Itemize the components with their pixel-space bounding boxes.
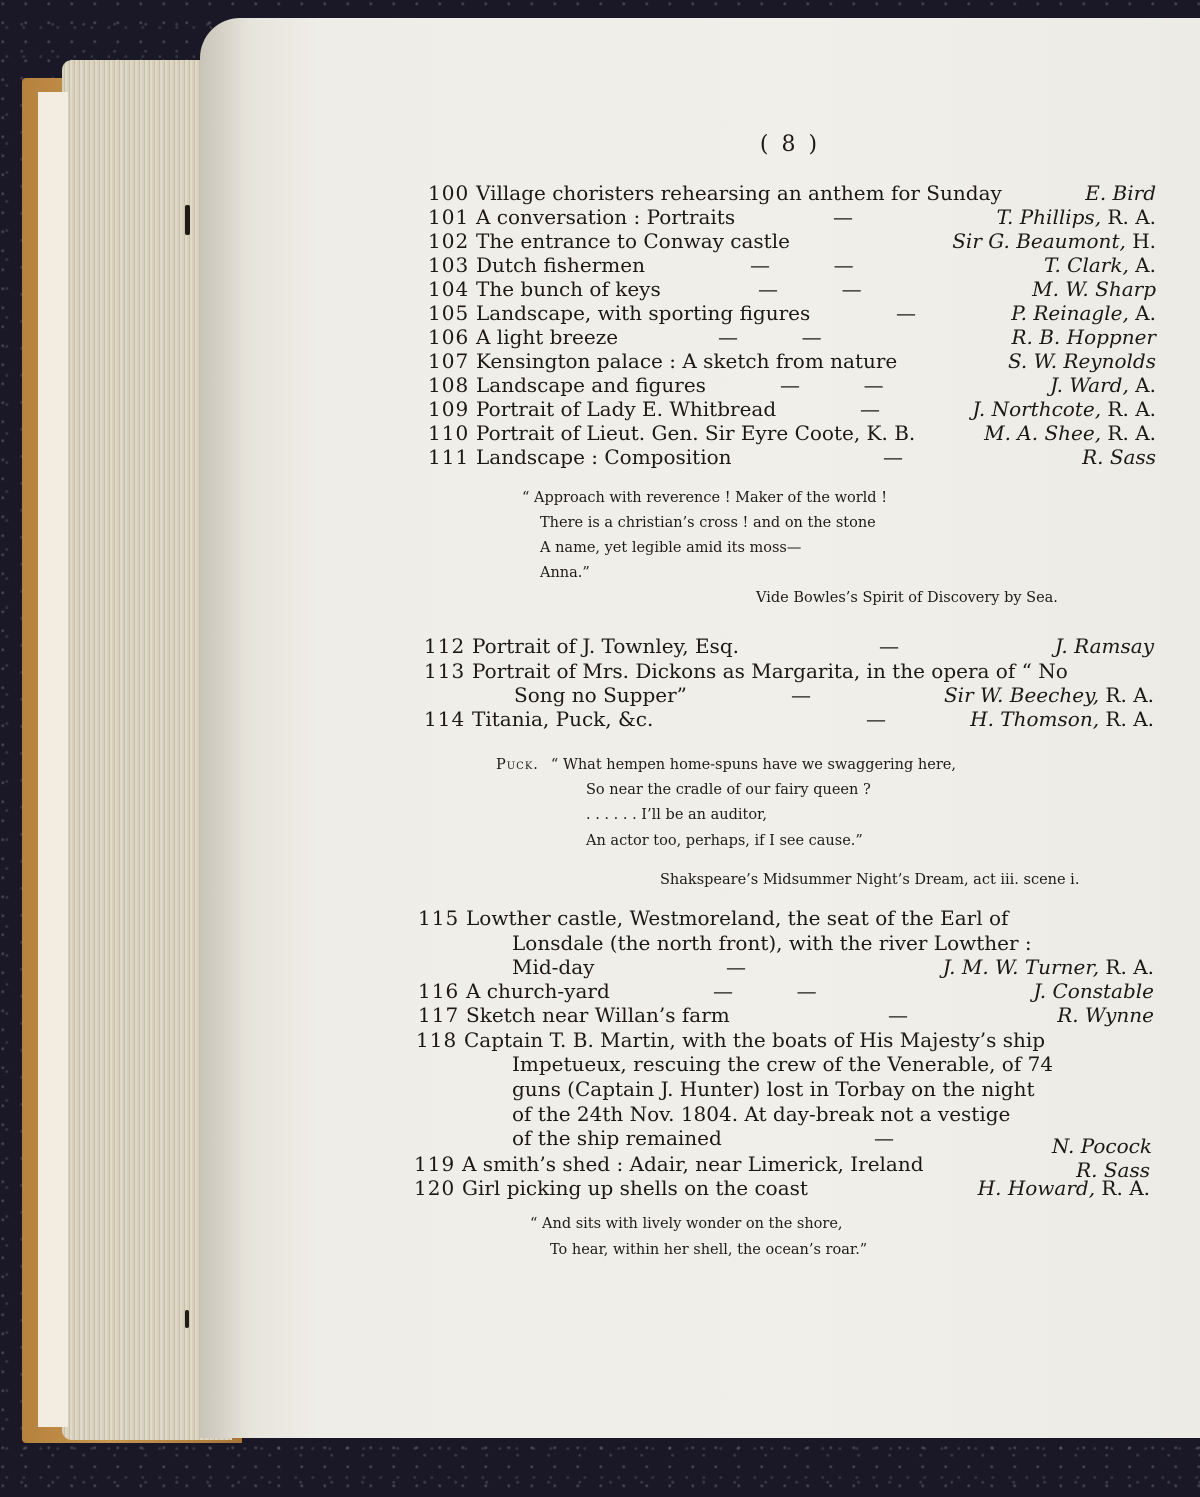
quote-source: Shakspeare’s Midsummer Night’s Dream, act iii. scene i.: [660, 872, 1080, 888]
entry-dash: —: [860, 397, 880, 421]
entry-number: 106: [428, 325, 470, 349]
entry-number: 111: [428, 445, 470, 469]
entry-dash: —: [866, 707, 886, 731]
entry-row: [428, 421, 1156, 447]
entry-artist: N. Pocock: [1051, 1134, 1152, 1158]
entry-number: 101: [428, 205, 470, 229]
entry-title: The entrance to Conway castle: [476, 229, 790, 253]
gutter-mark: [185, 205, 190, 235]
entry-artist: R. Sass: [1082, 445, 1156, 469]
entry-title: Captain T. B. Martin, with the boats of His Majesty’s ship: [464, 1028, 1046, 1052]
entry-number: 117: [418, 1003, 460, 1027]
entry-number: 119: [414, 1152, 456, 1176]
quote-source: Vide Bowles’s Spirit of Discovery by Sea.: [756, 590, 1058, 606]
entry-row: [416, 1028, 1152, 1054]
entry-number: 102: [428, 229, 470, 253]
entry-artist: Sir G. Beaumont, H.: [952, 229, 1156, 253]
entry-row: [428, 277, 1156, 303]
quote-line: Anna.”: [540, 565, 590, 581]
entry-title: Landscape and figures: [476, 373, 706, 397]
entry-dash: —: [833, 205, 853, 229]
entry-number: 118: [416, 1028, 458, 1052]
entry-artist: R. B. Hoppner: [1011, 325, 1156, 349]
entry-title: Portrait of Lieut. Gen. Sir Eyre Coote, K. B.: [476, 421, 916, 445]
entry-number: 107: [428, 349, 470, 373]
entry-number: 110: [428, 421, 470, 445]
entry-dash: — —: [750, 253, 854, 277]
entry-dash: —: [726, 955, 746, 979]
entry-dash: — —: [718, 325, 822, 349]
entry-row: [414, 1176, 1150, 1202]
entry-number: 116: [418, 979, 460, 1003]
entry-dash: — —: [780, 373, 884, 397]
entry-dash: —: [874, 1126, 894, 1150]
quote-line: A name, yet legible amid its moss—: [540, 540, 802, 556]
endpaper: [38, 92, 68, 1427]
entry-row: [418, 906, 1154, 932]
quote-line: Puck. “ What hempen home-spuns have we swaggering here,: [496, 757, 956, 773]
entry-row: [418, 1003, 1154, 1029]
entry-number: 109: [428, 397, 470, 421]
entry-dash: — —: [758, 277, 862, 301]
entry-title: Girl picking up shells on the coast: [462, 1176, 808, 1200]
entry-row: [428, 325, 1156, 351]
entry-row: [428, 373, 1156, 399]
entry-title: The bunch of keys: [476, 277, 661, 301]
entry-continuation: [424, 683, 1154, 709]
entry-number: 120: [414, 1176, 456, 1200]
entry-dash: — —: [713, 979, 817, 1003]
entry-title: Portrait of Mrs. Dickons as Margarita, in the opera of “ No: [472, 659, 1068, 683]
entry-artist: J. Ward, A.: [1050, 373, 1156, 397]
entry-title-continued: Song no Supper”: [514, 683, 687, 707]
entry-number: 112: [424, 634, 466, 658]
quote-line: An actor too, perhaps, if I see cause.”: [586, 833, 863, 849]
entry-row: [414, 1152, 1150, 1182]
entry-artist: M. W. Sharp: [1032, 277, 1156, 301]
entry-dash: —: [888, 1003, 908, 1027]
entry-row: [428, 397, 1156, 423]
entry-title-continued: Mid-day: [512, 955, 595, 979]
entry-continuation: [418, 955, 1154, 981]
entry-title-continued: Lonsdale (the north front), with the river Lowther :: [512, 931, 1032, 955]
entry-artist: R. Sass: [1076, 1158, 1150, 1182]
entry-title: A conversation : Portraits: [476, 205, 736, 229]
entry-dash: —: [879, 634, 899, 658]
entry-title: Landscape, with sporting figures: [476, 301, 811, 325]
entry-number: 108: [428, 373, 470, 397]
entry-title: Landscape : Composition: [476, 445, 732, 469]
entry-title-continued: of the 24th Nov. 1804. At day-break not a vestige: [512, 1102, 1011, 1126]
entry-title: Sketch near Willan’s farm: [466, 1003, 730, 1027]
entry-row: [428, 181, 1156, 207]
entry-title: Lowther castle, Westmoreland, the seat of the Earl of: [466, 906, 1009, 930]
entry-artist: T. Phillips, R. A.: [996, 205, 1156, 229]
entry-number: 103: [428, 253, 470, 277]
entry-artist: E. Bird: [1085, 181, 1156, 205]
gutter-mark: [185, 1310, 189, 1328]
entry-title: A light breeze: [476, 325, 619, 349]
entry-number: 104: [428, 277, 470, 301]
entry-artist: H. Thomson, R. A.: [970, 707, 1154, 731]
entry-continuation: [416, 1126, 1152, 1158]
entry-artist: J. Ramsay: [1054, 634, 1154, 658]
entry-title-continued: Impetueux, rescuing the crew of the Venerable, of 74: [512, 1052, 1054, 1076]
quote-line: To hear, within her shell, the ocean’s roar.”: [550, 1242, 868, 1258]
entry-artist: P. Reinagle, A.: [1011, 301, 1156, 325]
entry-dash: —: [791, 683, 811, 707]
entry-number: 113: [424, 659, 466, 683]
entry-number: 100: [428, 181, 470, 205]
entry-row: [428, 229, 1156, 255]
quote-line: “ And sits with lively wonder on the shore,: [530, 1216, 843, 1232]
quote-speaker: Puck.: [496, 757, 539, 773]
entry-row: [424, 707, 1154, 733]
entry-title: Portrait of Lady E. Whitbread: [476, 397, 777, 421]
entry-title-continued: guns (Captain J. Hunter) lost in Torbay on the night: [512, 1077, 1035, 1101]
entry-number: 115: [418, 906, 460, 930]
quote-line: . . . . . . I’ll be an auditor,: [586, 807, 768, 823]
entry-title-continued: of the ship remained: [512, 1126, 722, 1150]
entry-artist: M. A. Shee, R. A.: [984, 421, 1156, 445]
entry-row: [428, 349, 1156, 375]
entry-number: 105: [428, 301, 470, 325]
page-number: ( 8 ): [759, 132, 821, 157]
entry-row: [424, 634, 1154, 660]
entry-artist: T. Clark, A.: [1044, 253, 1156, 277]
entry-number: 114: [424, 707, 466, 731]
entry-title: A church-yard: [466, 979, 610, 1003]
quote-line: So near the cradle of our fairy queen ?: [586, 782, 871, 798]
entry-artist: Sir W. Beechey, R. A.: [943, 683, 1154, 707]
entry-title: A smith’s shed : Adair, near Limerick, Ireland: [462, 1152, 924, 1176]
entry-title: Village choristers rehearsing an anthem for Sunday: [476, 181, 1002, 205]
entry-row: [428, 253, 1156, 279]
entry-title: Titania, Puck, &c.: [472, 707, 654, 731]
entry-title: Dutch fishermen: [476, 253, 645, 277]
entry-artist: J. Constable: [1033, 979, 1154, 1003]
entry-title: Kensington palace : A sketch from nature: [476, 349, 898, 373]
entry-artist: R. Wynne: [1057, 1003, 1154, 1027]
entry-row: [428, 301, 1156, 327]
entry-row: [428, 205, 1156, 231]
entry-row: [424, 659, 1154, 685]
quote-line: There is a christian’s cross ! and on the stone: [540, 515, 876, 531]
quote-line: “ Approach with reverence ! Maker of the world !: [522, 490, 888, 506]
entry-row: [418, 979, 1154, 1005]
entry-dash: —: [896, 301, 916, 325]
entry-artist: J. Northcote, R. A.: [972, 397, 1156, 421]
entry-artist: H. Howard, R. A.: [977, 1176, 1150, 1200]
entry-row: [428, 445, 1156, 471]
entry-dash: —: [883, 445, 903, 469]
entry-title: Portrait of J. Townley, Esq.: [472, 634, 739, 658]
entry-artist: S. W. Reynolds: [1007, 349, 1156, 373]
entry-artist: J. M. W. Turner, R. A.: [942, 955, 1154, 979]
